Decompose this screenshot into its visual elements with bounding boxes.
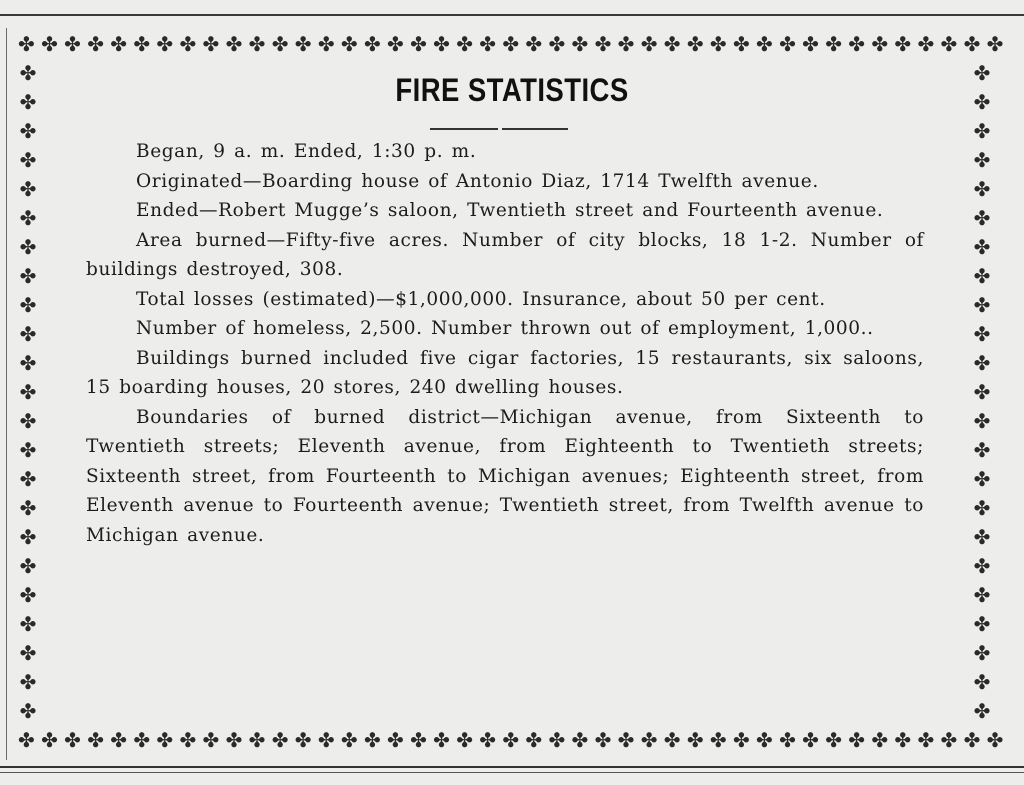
ornament-glyph: ✤ [363,728,381,752]
ornament-glyph: ✤ [110,32,128,56]
ornament-glyph: ✤ [986,728,1004,752]
ornament-glyph: ✤ [973,467,991,491]
ornament-glyph: ✤ [248,728,266,752]
ornament-glyph: ✤ [825,728,842,752]
ornament-glyph: ✤ [41,32,58,56]
ornament-glyph: ✤ [756,32,773,56]
ornament-glyph: ✤ [225,728,243,752]
ornament-glyph: ✤ [19,554,37,578]
ornament-glyph: ✤ [340,728,358,752]
ornament-glyph: ✤ [973,699,991,723]
ornament-glyph: ✤ [19,467,37,491]
top-rule [0,14,1024,16]
ornament-glyph: ✤ [19,583,37,607]
ornament-border-bottom [18,728,1004,752]
ornament-glyph: ✤ [973,293,991,317]
ornament-glyph: ✤ [19,380,37,404]
ornament-glyph: ✤ [686,728,704,752]
ornament-glyph: ✤ [525,728,543,752]
ornament-glyph: ✤ [19,90,37,114]
ornament-glyph: ✤ [940,728,958,752]
ornament-glyph: ✤ [973,235,991,259]
ornament-border-right [970,62,994,722]
ornament-glyph: ✤ [894,728,912,752]
ornament-glyph: ✤ [973,554,991,578]
ornament-glyph: ✤ [709,728,727,752]
ornament-glyph: ✤ [848,32,866,56]
ornament-glyph: ✤ [548,728,566,752]
ornament-glyph: ✤ [19,641,37,665]
ornament-glyph: ✤ [973,264,991,288]
ornament-glyph: ✤ [709,32,727,56]
ornament-glyph: ✤ [19,177,37,201]
ornament-glyph: ✤ [963,32,981,56]
ornament-glyph: ✤ [973,525,991,549]
ornament-glyph: ✤ [64,32,81,56]
ornament-glyph: ✤ [917,728,935,752]
ornament-glyph: ✤ [848,728,866,752]
ornament-glyph: ✤ [973,61,991,85]
ornament-border-left [16,62,40,722]
ornament-glyph: ✤ [663,32,681,56]
ornament-glyph: ✤ [19,409,37,433]
ornament-glyph: ✤ [387,32,404,56]
ornament-glyph: ✤ [225,32,243,56]
ornament-glyph: ✤ [802,32,819,56]
ornament-glyph: ✤ [502,728,520,752]
ornament-glyph: ✤ [973,90,991,114]
ornament-glyph: ✤ [271,728,289,752]
ornament-glyph: ✤ [19,699,37,723]
ornament-glyph: ✤ [732,728,750,752]
ornament-glyph: ✤ [19,119,37,143]
ornament-glyph: ✤ [973,206,991,230]
ornament-glyph: ✤ [19,612,37,636]
ornament-glyph: ✤ [973,583,991,607]
ornament-glyph: ✤ [871,32,889,56]
ornament-glyph: ✤ [973,351,991,375]
ornament-glyph: ✤ [433,32,450,56]
ornament-glyph: ✤ [410,728,427,752]
ornament-glyph: ✤ [19,496,37,520]
ornament-glyph: ✤ [940,32,958,56]
ornament-glyph: ✤ [19,235,37,259]
ornament-glyph: ✤ [110,728,128,752]
ornament-glyph: ✤ [271,32,289,56]
paragraph-losses: Total losses (estimated)—$1,000,000. Insurance, about 50 per cent. [136,288,826,310]
ornament-glyph: ✤ [779,32,796,56]
ornament-glyph: ✤ [18,728,35,752]
ornament-glyph: ✤ [19,351,37,375]
ornament-glyph: ✤ [963,728,981,752]
ornament-glyph: ✤ [732,32,750,56]
ornament-glyph: ✤ [410,32,427,56]
ornament-glyph: ✤ [663,728,681,752]
paragraph-times: Began, 9 a. m. Ended, 1:30 p. m. [136,141,477,162]
ornament-glyph: ✤ [179,728,197,752]
ornament-glyph: ✤ [387,728,404,752]
ornament-glyph: ✤ [502,32,520,56]
ornament-glyph: ✤ [973,148,991,172]
paragraph-origin: Originated—Boarding house of Antonio Diaz, 1714 Twelfth avenue. [136,170,819,192]
ornament-glyph: ✤ [340,32,358,56]
ornament-glyph: ✤ [317,728,335,752]
ornament-glyph: ✤ [617,32,635,56]
ornament-glyph: ✤ [756,728,773,752]
ornament-glyph: ✤ [179,32,197,56]
ornament-glyph: ✤ [19,61,37,85]
paragraph-area: Area burned—Fifty-five acres. Number of city blocks, 18 1-2. Number of buildings destroyed, 308. [86,229,924,280]
ornament-glyph: ✤ [973,119,991,143]
ornament-glyph: ✤ [571,32,589,56]
ornament-glyph: ✤ [41,728,58,752]
ornament-border-top [18,32,1004,56]
ornament-glyph: ✤ [973,496,991,520]
ornament-glyph: ✤ [456,32,473,56]
title-rule-left [430,128,498,130]
ornament-glyph: ✤ [594,32,612,56]
ornament-glyph: ✤ [64,728,81,752]
paragraph-end: Ended—Robert Mugge’s saloon, Twentieth street and Fourteenth avenue. [136,200,884,221]
ornament-glyph: ✤ [548,32,566,56]
ornament-glyph: ✤ [973,612,991,636]
ornament-glyph: ✤ [317,32,335,56]
ornament-glyph: ✤ [917,32,935,56]
ornament-glyph: ✤ [973,670,991,694]
ornament-glyph: ✤ [19,206,37,230]
ornament-glyph: ✤ [479,32,497,56]
ornament-glyph: ✤ [363,32,381,56]
ornament-glyph: ✤ [19,525,37,549]
paragraph-buildings: Buildings burned included five cigar factories, 15 restaurants, six saloons, 15 boarding houses, 20 stores, 240 dwelling houses. [86,347,924,398]
page-title: FIRE STATISTICS [395,72,629,108]
paragraph-homeless: Number of homeless, 2,500. Number thrown out of employment, 1,000.. [136,318,874,339]
ornament-glyph: ✤ [156,728,174,752]
ornament-glyph: ✤ [640,32,658,56]
ornament-glyph: ✤ [973,177,991,201]
title-rule-right [502,128,568,130]
ornament-glyph: ✤ [779,728,796,752]
ornament-glyph: ✤ [617,728,635,752]
ornament-glyph: ✤ [479,728,497,752]
ornament-glyph: ✤ [802,728,819,752]
ornament-glyph: ✤ [19,293,37,317]
ornament-glyph: ✤ [248,32,266,56]
ornament-glyph: ✤ [640,728,658,752]
ornament-glyph: ✤ [571,728,589,752]
ornament-glyph: ✤ [133,728,151,752]
ornament-glyph: ✤ [686,32,704,56]
ornament-glyph: ✤ [19,438,37,462]
ornament-glyph: ✤ [894,32,912,56]
ornament-glyph: ✤ [456,728,473,752]
ornament-glyph: ✤ [433,728,450,752]
ornament-glyph: ✤ [202,728,220,752]
ornament-glyph: ✤ [19,322,37,346]
ornament-glyph: ✤ [973,409,991,433]
ornament-glyph: ✤ [294,728,312,752]
bottom-rule [0,766,1024,768]
ornament-glyph: ✤ [525,32,543,56]
ornament-glyph: ✤ [87,728,104,752]
ornament-glyph: ✤ [973,380,991,404]
ornament-glyph: ✤ [19,264,37,288]
ornament-glyph: ✤ [156,32,174,56]
ornament-glyph: ✤ [973,641,991,665]
ornament-glyph: ✤ [19,670,37,694]
ornament-glyph: ✤ [825,32,842,56]
article-body [86,137,924,550]
ornament-glyph: ✤ [973,322,991,346]
ornament-glyph: ✤ [18,32,35,56]
ornament-glyph: ✤ [871,728,889,752]
ornament-glyph: ✤ [202,32,220,56]
left-rule [6,28,7,760]
ornament-glyph: ✤ [986,32,1004,56]
ornament-glyph: ✤ [594,728,612,752]
ornament-glyph: ✤ [133,32,151,56]
bottom-rule-thin [0,772,1024,773]
ornament-glyph: ✤ [973,438,991,462]
ornament-glyph: ✤ [19,148,37,172]
paragraph-boundaries: Boundaries of burned district—Michigan avenue, from Sixteenth to Twentieth streets; Eleventh avenue, from Eighteenth to Twentieth streets; Sixteenth street, from Fourteenth to Michigan avenues; Eighteenth street, from Eleventh avenue to Fourteenth avenue; Twentieth street, from Twelfth avenue to Michigan avenue. [86,406,924,546]
ornament-glyph: ✤ [294,32,312,56]
ornament-glyph: ✤ [87,32,104,56]
